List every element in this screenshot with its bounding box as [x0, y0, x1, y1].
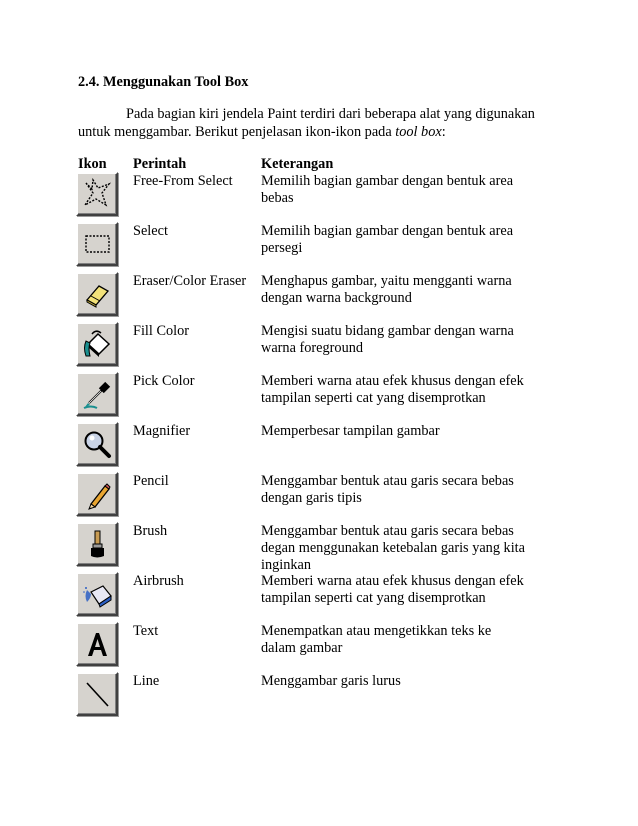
- command-label: Text: [133, 623, 159, 639]
- table-row: [0, 622, 638, 672]
- description: [261, 473, 553, 507]
- description-line: Memilih bagian gambar dengan bentuk area: [261, 173, 514, 189]
- description-line: degan menggunakan ketebalan garis yang kita: [261, 540, 525, 556]
- command-label: Fill Color: [133, 323, 190, 339]
- command-label: Free-From Select: [133, 173, 233, 189]
- description: [261, 223, 553, 257]
- airbrush-icon: [76, 572, 118, 616]
- description-line: Memilih bagian gambar dengan bentuk area: [261, 223, 514, 239]
- free-form-select-icon: [76, 172, 118, 216]
- description-line: bebas: [261, 190, 294, 206]
- description-line: warna foreground: [261, 340, 364, 356]
- intro-line-2-start: untuk menggambar. Berikut penjelasan ikon-ikon pada: [78, 124, 396, 140]
- description-line: Memperbesar tampilan gambar: [261, 423, 440, 439]
- table-row: [0, 222, 638, 272]
- command-label: Magnifier: [133, 423, 191, 439]
- line-icon: [76, 672, 118, 716]
- description-line: inginkan: [261, 557, 312, 573]
- description: [261, 423, 553, 440]
- header-description: Keterangan: [261, 156, 334, 172]
- description: [261, 573, 553, 607]
- description-line: persegi: [261, 240, 303, 256]
- command-label: Line: [133, 673, 160, 689]
- table-row: [0, 522, 638, 572]
- description-line: Memberi warna atau efek khusus dengan efek: [261, 373, 524, 389]
- description: [261, 373, 553, 407]
- header-icon: Ikon: [78, 156, 107, 172]
- text-icon: [76, 622, 118, 666]
- description-line: Menggambar bentuk atau garis secara bebas: [261, 473, 514, 489]
- description-line: tampilan seperti cat yang disemprotkan: [261, 590, 486, 606]
- description: [261, 523, 553, 574]
- description-line: Memberi warna atau efek khusus dengan efek: [261, 573, 524, 589]
- table-row: [0, 572, 638, 622]
- pencil-icon: [76, 472, 118, 516]
- table-row: [0, 672, 638, 722]
- description: [261, 273, 553, 307]
- header-command: Perintah: [133, 156, 187, 172]
- command-label: Select: [133, 223, 168, 239]
- description-line: Menghapus gambar, yaitu mengganti warna: [261, 273, 512, 289]
- description-line: Menggambar garis lurus: [261, 673, 401, 689]
- description-line: dengan warna background: [261, 290, 412, 306]
- description-line: Mengisi suatu bidang gambar dengan warna: [261, 323, 514, 339]
- table-row: [0, 472, 638, 522]
- table-row: [0, 322, 638, 372]
- table-row: [0, 272, 638, 322]
- description: [261, 323, 553, 357]
- command-label: Eraser/Color Eraser: [133, 273, 247, 289]
- description-line: tampilan seperti cat yang disemprotkan: [261, 390, 486, 406]
- command-label: Brush: [133, 523, 168, 539]
- table-row: [0, 172, 638, 222]
- command-label: Pencil: [133, 473, 169, 489]
- command-label: Airbrush: [133, 573, 184, 589]
- description-line: dengan garis tipis: [261, 490, 362, 506]
- description: [261, 673, 553, 690]
- fill-color-icon: [76, 322, 118, 366]
- description: [261, 173, 553, 207]
- description-line: Menggambar bentuk atau garis secara bebas: [261, 523, 514, 539]
- command-label: Pick Color: [133, 373, 195, 389]
- description: [261, 623, 553, 657]
- eraser-icon: [76, 272, 118, 316]
- intro-line-2: [78, 123, 558, 141]
- description-line: dalam gambar: [261, 640, 343, 656]
- section-heading: 2.4. Menggunakan Tool Box: [78, 74, 249, 90]
- table-row: [0, 372, 638, 422]
- intro-tool-box-emphasis: tool box: [395, 124, 442, 140]
- description-line: Menempatkan atau mengetikkan teks ke: [261, 623, 492, 639]
- table-row: [0, 422, 638, 472]
- brush-icon: [76, 522, 118, 566]
- intro-paragraph: [78, 105, 558, 141]
- intro-line-1: Pada bagian kiri jendela Paint terdiri dari beberapa alat yang digunakan: [126, 106, 535, 122]
- intro-line-2-end: :: [441, 124, 446, 140]
- magnifier-icon: [76, 422, 118, 466]
- select-icon: [76, 222, 118, 266]
- pick-color-icon: [76, 372, 118, 416]
